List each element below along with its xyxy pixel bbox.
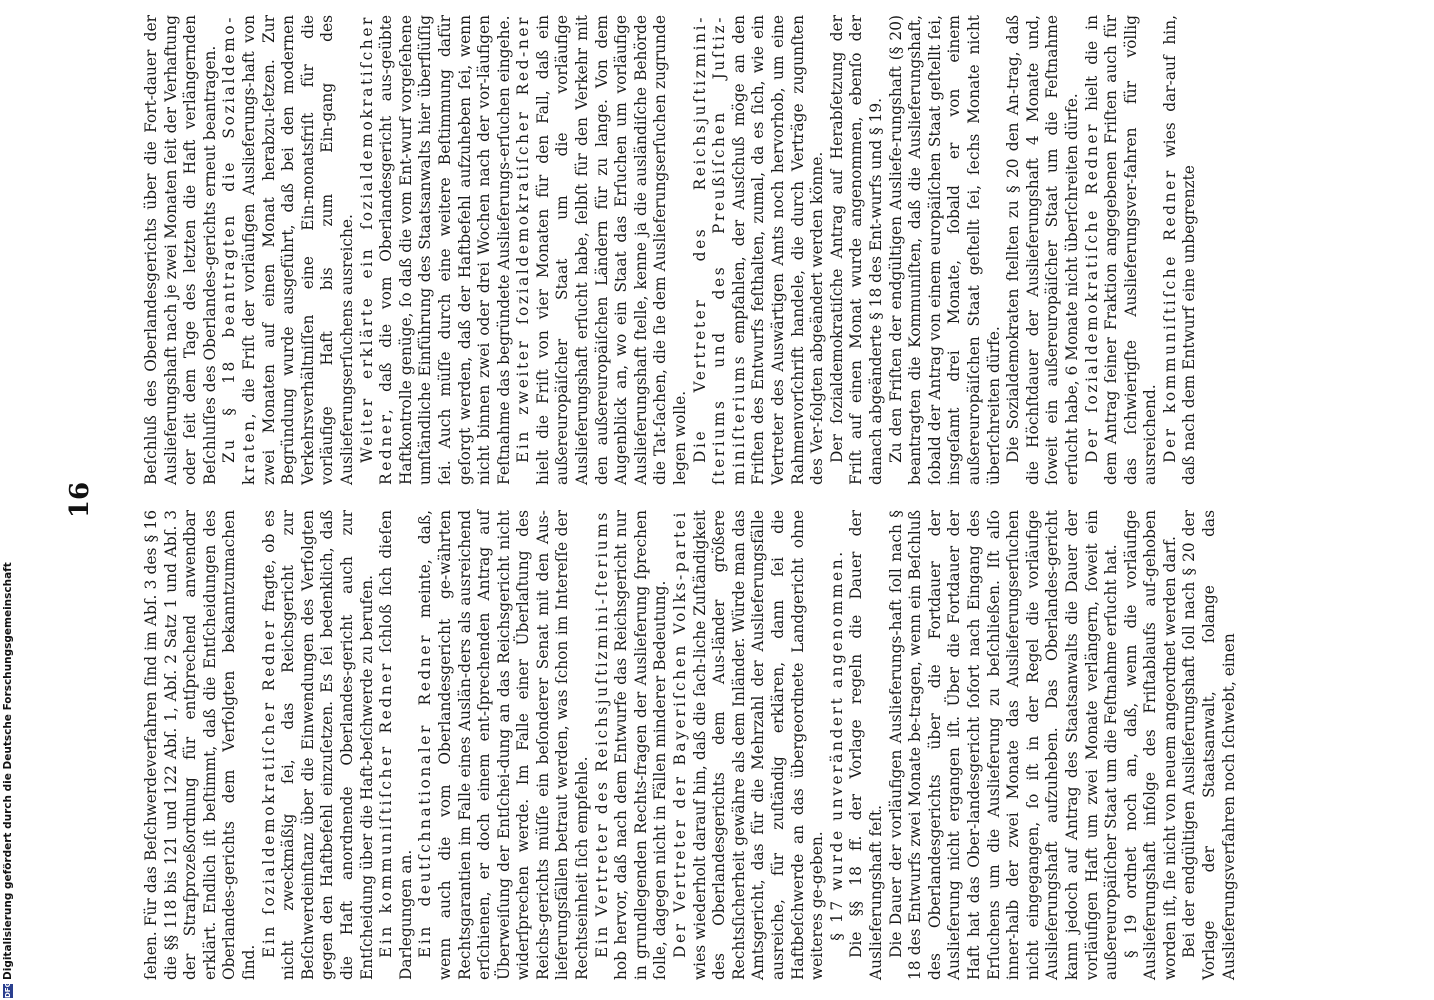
spaced-emphasis: Ein deutſchnationaler Redner [416,632,435,958]
paragraph [593,510,671,980]
spaced-emphasis: Der Vertreter der Bayeriſchen Volks-partei [671,510,690,958]
paragraph-text: empfahlen, der Ausſchuß möge an den Friſten des Entwurfs feſthalten, zumal, da es ſich, wie ein Vertreter des Auswärtigen Amts noch hervorhob, um eine Rahmenvorſchrift handele, die durch Verträge zugunſten des Ver-folgten abgeändert werden könne. [729,15,827,485]
spaced-emphasis: Ein kommuniſtiſcher Redner [377,661,396,958]
paragraph [1004,15,1082,485]
paragraph-text: ſchloß ſich dieſen Darlegungen an. [377,509,415,980]
paragraph-text: hob hervor, daß nach dem Entwurfe das Reichsgericht nur in grundlegenden Rechts-fragen der Auslieferung ſprechen ſolle, dagegen nicht in Fällen minderer Bedeutung. [612,510,670,980]
paragraph [887,510,1122,980]
paragraph [847,510,886,980]
paragraph-text: wies dar-auf hin, daß nach dem Entwurf eine unbegrenzte [1160,15,1199,485]
paragraph [671,510,828,980]
paragraph [142,510,260,980]
paragraph-text: Die §§ 18 ff. der Vorlage regeln die Dauer der Auslieferungshaft feſt. [847,510,885,980]
paragraph-text: Zu den Friſten der endgültigen Ausliefe-rungshaft (§ 20) beantragten die Kommuniſten, daß die Auslieferungshaft, ſobald der Antrag von einem europäiſchen Staat geſtellt ſei, insgeſamt drei Monate, ſobald er von einem außereuropäiſchen Staat geſtellt ſei, ſechs Monate nicht überſchreiten dürfe. [886,15,1003,485]
spaced-emphasis: Die Vertreter des Reichsjuſtizmini-ſteriums und des Preußiſchen Juſtiz-miniſteriums [690,15,748,485]
paragraph [260,510,378,980]
paragraph-text: hielt die in dem Antrag ſeiner Fraktion angegebenen Friſten auch für das ſchwierigſte Auslieferungsver-fahren für völlig ausreichend. [1082,15,1160,485]
page-number: 16 [65,481,95,519]
spaced-emphasis: Zu § 18 beantragten die Sozialdemo-kraten, [220,15,258,485]
paragraph-text: Der ſozialdemokratiſche Antrag auf Herabſetzung der Friſt auf einen Monat wurde angenommen, ebenſo der danach abgeänderte § 18 des Ent-wurfs und § 19. [827,15,885,485]
digitization-credit [2,562,14,998]
paragraph [514,15,690,485]
paragraph [691,15,828,485]
paragraph-text: ſehen. Für das Beſchwerdeverfahren ſind im Abſ. 3 des § 16 die §§ 118 bis 121 und 122 Abſ. 1, Abſ. 2 Satz 1 und Abſ. 3 der Strafprozeßordnung für entſprechend anwendbar erklärt. Endlich iſt beſtimmt, daß die Entſcheidungen des Oberlandes-gerichts dem Verfolgten bekanntzumachen ſind. [142,510,258,980]
spaced-emphasis: Der kommuniſtiſche Redner [1160,168,1179,463]
paragraph [1083,15,1161,485]
paragraph [828,510,848,980]
paragraph [1180,510,1239,980]
paragraph-text: Bei der endgültigen Auslieferungshaft ſoll nach § 20 der Vorlage der Staatsanwalt, ſolange das Auslieferungsverfahren noch ſchwebt, einen [1180,510,1238,980]
paragraph [828,15,887,485]
spaced-emphasis: Ein ſozialdemokratiſcher Redner [259,618,278,958]
right-text-column [142,15,1200,485]
spaced-emphasis: Der ſozialdemokratiſche Redner [1082,121,1101,463]
paragraph [1122,510,1181,980]
paragraph [377,510,416,980]
spaced-emphasis: Ein Vertreter des Reichsjuſtizmini-ſteriums [592,510,611,958]
paragraph-text: die Friſt der vorläufigen Auslieferungs-haft von zwei Monaten auf einen Monat herabzu-ſetzen. Zur Begründung wurde ausgeführt, daß bei den modernen Verkehrsverhältniſſen eine Ein-monatsfriſt für die vorläufige Haft bis zum Ein-gang des Auslieferungserſuchens ausreiche. [239,15,356,485]
paragraph-text: Beſchluß des Oberlandesgerichts über die Fort-dauer der Auslieferungshaft nach je zwei Monaten ſeit der Verhaftung oder ſeit dem Tage des letzten die Haft verlängernden Beſchluſſes des Oberlandes-gerichts erneut beantragen. [142,15,219,485]
rotated-page-content [47,0,1387,1000]
paragraph-text: daß die vom Oberlandesgericht aus-geübte Haftkontrolle genüge, ſo daß die vom Ent-wurf vorgeſehene umſtändliche Einführung des Staatsanwalts hier überflüſſig ſei. Auch müſſe durch eine weitere Beſtimmung dafür geſorgt werden, daß der Haftbefehl aufzuheben ſei, wenn nicht binnen zwei oder drei Wochen nach der vor-läufigen Feſtnahme das begründete Auslieferungs-erſuchen eingehe. [377,15,513,485]
spaced-emphasis: Ein zweiter ſozialdemokratiſcher Red-ner [514,15,533,463]
paragraph [1161,15,1200,485]
left-text-column [142,510,1239,980]
paragraph [142,15,220,485]
paragraph-text: hielt die Friſt von vier Monaten für den Fall, daß ein außereuropäiſcher Staat um die vorläufige Auslieferungshaft erſucht habe, ſelbſt für den Verkehr mit den außereuropäiſchen Ländern für zu lange. Von dem Augenblick an, wo ein Staat das Erſuchen um vorläufige Auslieferungshaft ſtelle, kenne ja die ausländiſche Behörde die Tat-ſachen, die ſie dem Auslieferungserſuchen zugrunde legen wolle. [533,15,690,485]
dfg-logo-icon: DFG [4,981,12,998]
paragraph-text: Die Sozialdemokraten ſtellten zu § 20 den An-trag, daß die Höchſtdauer der Auslieferungshaft 4 Monate und, ſoweit ein außereuropäiſcher Staat um die Feſtnahme erſucht habe, 6 Monate nicht überſchreiten dürfe. [1004,15,1081,485]
paragraph-text: fragte, ob es nicht zweckmäßig ſei, das Reichsgericht zur Beſchwerdeinſtanz über die Einwendungen des Verfolgten gegen den Haftbefehl einzuſetzen. Es ſei bedenklich, daß die Haft anordnende Oberlandes-gericht auch zur Entſcheidung über die Haft-beſchwerde zu berufen. [259,510,376,980]
paragraph [416,510,592,980]
paragraph [358,15,515,485]
paragraph-text: wies wiederholt darauf hin, daß die ſach-liche Zuſtändigkeit des Oberlandesgerichts dem Aus-länder größere Rechtsſicherheit gewähre als dem Inländer. Würde man das Amtsgericht, das für die Mehrzahl der Auslieferungsfälle ausreiche, für zuſtändig erklären, dann ſei die Haftbeſchwerde an das übergeordnete Landgericht ohne weiteres ge-geben. [690,510,827,980]
paragraph-text: meinte, daß, wenn auch die vom Oberlandesgericht ge-währten Rechtsgarantien im Falle eines Auslän-ders als ausreichend erſchienen, er doch einem ent-ſprechenden Antrag auf Überweiſung der Entſchei-dung an das Reichsgericht nicht widerſprechen werde. Im Falle einer Überlaſtung des Reichs-gerichts müſſe ein beſonderer Senat mit den Aus-lieferungsfällen betraut werden, was ſchon im Intereſſe der Rechtseinheit ſich empfehle. [416,510,592,980]
paragraph-text: Die Dauer der vorläufigen Auslieferungs-haft ſoll nach § 18 des Entwurfs zwei Monate be-tragen, wenn ein Beſchluß des Oberlandesgerichts über die Fortdauer der Auslieferung nicht ergangen iſt. Über die Fortdauer der Haft hat das Ober-landesgericht ſofort nach Eingang des Erſuchens um die Auslieferung zu beſchließen. Iſt alſo inner-halb der zwei Monate das Auslieferungserſuchen nicht eingegangen, ſo iſt in der Regel die vorläufige Auslieferungshaft aufzuheben. Das Oberlandes-gericht kann jedoch auf Antrag des Staatsanwalts die Dauer der vorläufigen Haft um zwei Monate verlängern, ſoweit ein außereuropäiſcher Staat um die Feſtnahme erſucht hat. [886,510,1121,980]
paragraph-text: § 19 ordnet noch an, daß, wenn die vorläufige Auslieferungshaft infolge des Friſtablaufs auf-gehoben worden iſt, ſie nicht von neuem angeordnet werden darf. [1121,510,1179,980]
credit-text: Digitalisierung gefördert durch die Deutsche Forschungsgemeinschaft [2,562,14,980]
paragraph [220,15,357,485]
paragraph [887,15,1005,485]
spaced-emphasis: Weiter erklärte ein ſozialdemokratiſcher Redner, [357,15,396,485]
spaced-emphasis: § 17 wurde unverändert angenommen. [827,549,846,941]
